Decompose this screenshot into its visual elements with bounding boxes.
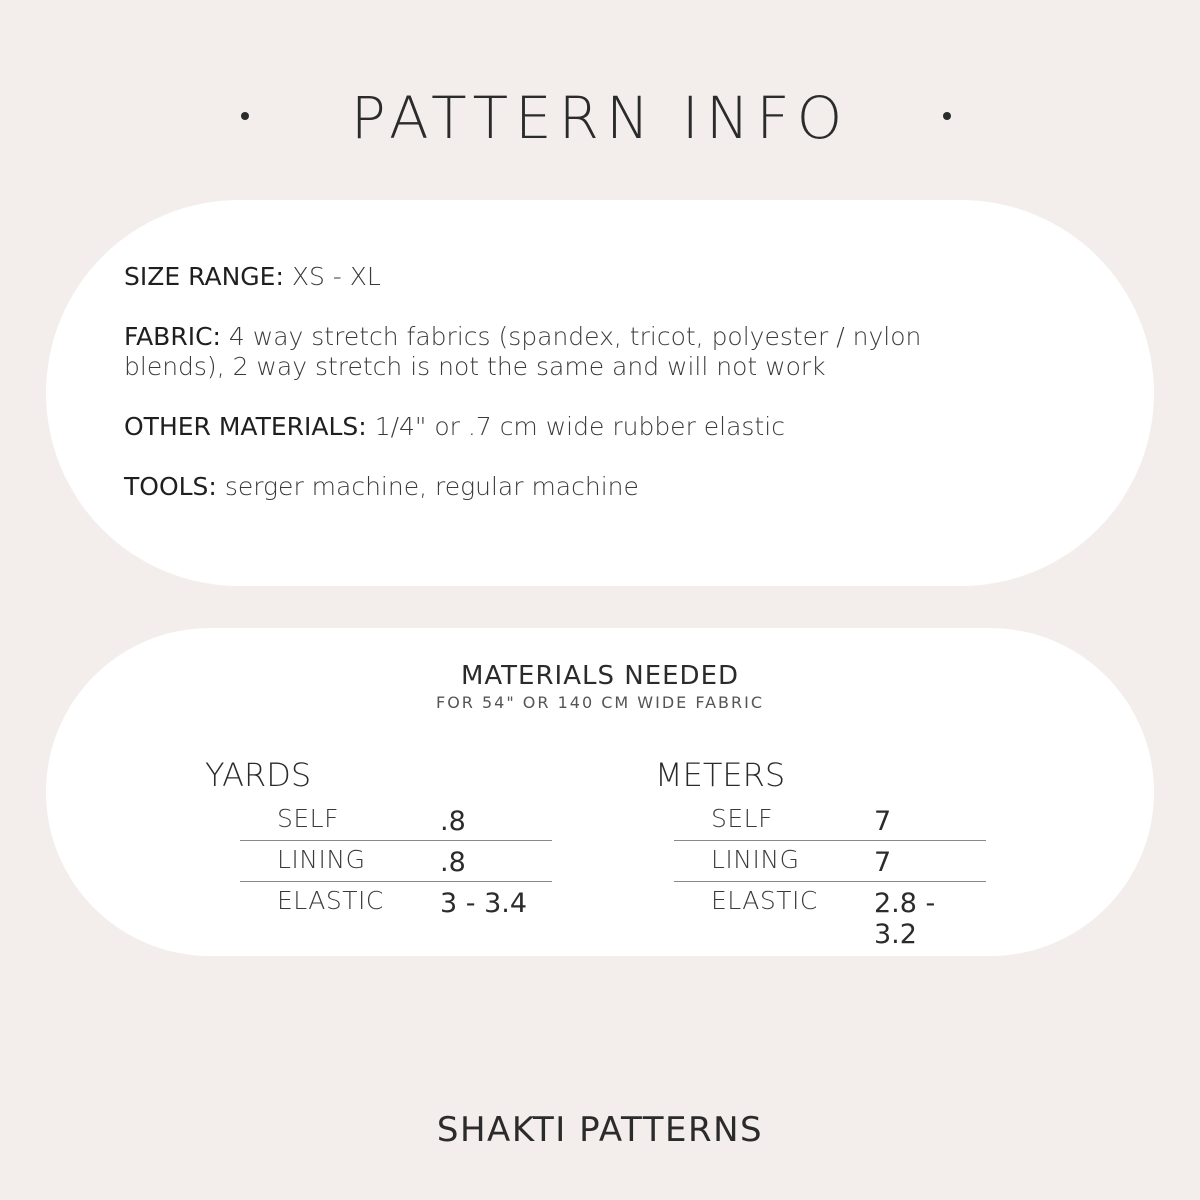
- tools-item: [124, 472, 1024, 502]
- row-label: LINING: [711, 845, 800, 874]
- row-value: .8: [440, 806, 466, 837]
- size-range-value: XS - XL: [291, 262, 381, 291]
- size-range-label: SIZE RANGE:: [124, 262, 284, 291]
- table-row: [240, 800, 552, 841]
- fabric-label: FABRIC:: [124, 322, 221, 351]
- materials-subtitle: FOR 54" OR 140 CM WIDE FABRIC: [435, 693, 764, 712]
- meters-table: [674, 800, 986, 950]
- pattern-details: [124, 262, 1024, 532]
- row-label: SELF: [277, 804, 339, 833]
- size-range-item: [124, 262, 1024, 292]
- other-materials-item: [124, 412, 1024, 442]
- tools-label: TOOLS:: [124, 472, 217, 501]
- page-title: PATTERN INFO: [350, 84, 850, 152]
- table-row: [240, 882, 552, 922]
- meters-title: METERS: [655, 756, 786, 794]
- title-right-dot: [943, 112, 951, 120]
- table-row: [674, 882, 986, 950]
- yards-table: [240, 800, 552, 922]
- row-value: 7: [874, 847, 892, 878]
- title-row: [0, 78, 1200, 158]
- materials-header: [0, 660, 1200, 714]
- row-label: ELASTIC: [277, 886, 384, 915]
- row-label: SELF: [711, 804, 773, 833]
- row-value: 3 - 3.4: [440, 888, 528, 919]
- row-value: 2.8 - 3.2: [874, 888, 936, 950]
- table-row: [674, 800, 986, 841]
- yards-title: YARDS: [205, 756, 312, 794]
- row-label: ELASTIC: [711, 886, 818, 915]
- row-value: 7: [874, 806, 892, 837]
- row-value: .8: [440, 847, 466, 878]
- table-row: [240, 841, 552, 882]
- fabric-value: 4 way stretch fabrics (spandex, tricot, polyester / nylon blends), 2 way stretch is not the same and will not work: [124, 322, 922, 381]
- other-materials-label: OTHER MATERIALS:: [124, 412, 367, 441]
- tools-value: serger machine, regular machine: [224, 472, 639, 501]
- fabric-item: [124, 322, 1024, 382]
- other-materials-value: 1/4" or .7 cm wide rubber elastic: [374, 412, 785, 441]
- brand-footer: SHAKTI PATTERNS: [436, 1110, 764, 1150]
- table-row: [674, 841, 986, 882]
- materials-title: MATERIALS NEEDED: [460, 661, 740, 691]
- row-label: LINING: [277, 845, 366, 874]
